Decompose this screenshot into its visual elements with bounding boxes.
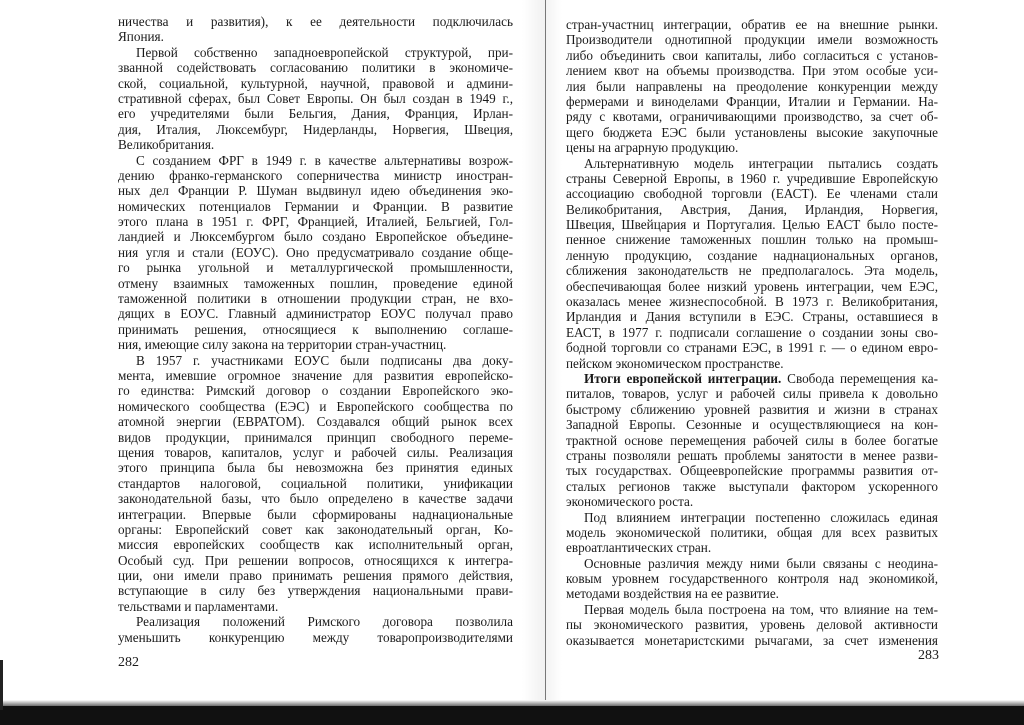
line-text: трактной основе перемещения рабочей силы в более богатые <box>566 432 938 448</box>
line-text: В 1957 г. участниками ЕОУС были подписаны два доку- <box>136 352 513 368</box>
text-line <box>118 122 513 137</box>
text-line <box>566 279 938 294</box>
text-line <box>118 322 513 337</box>
text-line <box>566 125 938 140</box>
text-line <box>118 199 513 214</box>
line-text: лия были направлены на преодоление конкуренции между <box>566 78 938 94</box>
text-line <box>118 229 513 244</box>
text-line <box>566 571 938 586</box>
line-text: Производители однотипной продукции имели возможность <box>566 32 938 48</box>
text-line <box>118 245 513 260</box>
text-line <box>566 479 938 494</box>
paragraph <box>118 153 513 353</box>
text-line <box>566 156 938 171</box>
line-text: дящих в ЕОУС. Главный администратор ЕОУС получал право <box>118 306 513 322</box>
line-text: методами воздействия на ее развитие. <box>566 586 779 602</box>
paragraph <box>118 353 513 615</box>
line-text: евроатлантических стран. <box>566 540 712 556</box>
text-line <box>118 291 513 306</box>
text-line <box>118 476 513 491</box>
paragraph <box>566 510 938 556</box>
line-text: вступающие в силу без утверждения национальными прави- <box>118 583 513 599</box>
text-line <box>566 171 938 186</box>
book-gutter-shadow <box>522 0 562 705</box>
text-line <box>566 17 938 32</box>
line-text: этого плана в 1951 г. ФРГ, Францией, Италией, Бельгией, Гол- <box>118 214 513 230</box>
text-line <box>118 399 513 414</box>
text-line <box>118 214 513 229</box>
left-page-text <box>118 14 513 645</box>
text-line <box>118 507 513 522</box>
text-line <box>118 414 513 429</box>
line-text: Западной Европы. Сезонные и осуществляющиеся на кон- <box>566 417 938 433</box>
line-text: питалов, товаров, услуг и рабочей силы привела к довольно <box>566 386 938 402</box>
scan-left-edge <box>0 660 3 710</box>
paragraph <box>118 614 513 645</box>
text-line <box>566 309 938 324</box>
line-text: ничества и развития), к ее деятельности подключилась <box>118 14 513 29</box>
line-text: Швеция, Швейцария и Португалия. Целью ЕАСТ было посте- <box>566 217 938 233</box>
text-line <box>118 430 513 445</box>
text-line <box>118 630 513 645</box>
text-line <box>566 556 938 571</box>
text-line <box>566 140 938 155</box>
text-line <box>566 294 938 309</box>
text-line <box>118 383 513 398</box>
page-number-right: 283 <box>918 648 939 663</box>
line-text: С созданием ФРГ в 1949 г. в качестве альтернативы возрож- <box>136 152 513 168</box>
paragraph <box>566 556 938 602</box>
text-line <box>566 433 938 448</box>
text-line <box>566 463 938 478</box>
line-text: номических потенциалов Германии и Франции. В развитие <box>118 198 513 214</box>
text-line <box>566 448 938 463</box>
text-line <box>118 14 513 29</box>
line-text: пенное снижение таможенных пошлин только на промыш- <box>566 232 938 248</box>
line-text: номического сообщества (ЕЭС) и Европейского сообщества по <box>118 398 513 414</box>
paragraph <box>118 14 513 45</box>
text-line <box>118 491 513 506</box>
line-text: стран-участниц интеграции, обратив ее на внешние рынки. <box>566 17 938 32</box>
text-line <box>566 217 938 232</box>
line-text: щения товаров, капиталов, услуг и рабочей силы. Реализация <box>118 444 513 460</box>
paragraph <box>566 17 938 156</box>
line-text: оказывается монетаристскими рычагами, за счет изменения <box>566 632 938 648</box>
line-text: этого принципа была бы невозможна без принятия единых <box>118 460 513 476</box>
line-text: Первая модель была построена на том, что влияние на тем- <box>584 601 938 617</box>
text-line <box>566 232 938 247</box>
text-line <box>118 583 513 598</box>
text-line <box>566 586 938 601</box>
text-line <box>566 633 938 648</box>
text-line <box>118 537 513 552</box>
text-line <box>566 340 938 355</box>
line-text: пейском экономическом пространстве. <box>566 355 784 371</box>
text-line <box>566 386 938 401</box>
line-text: дия, Италия, Люксембург, Нидерланды, Норвегия, Швеция, <box>118 121 513 137</box>
line-text: органы: Европейский совет как законодательный орган, Ко- <box>118 521 513 537</box>
text-line <box>566 325 938 340</box>
text-line <box>118 91 513 106</box>
text-line <box>118 260 513 275</box>
text-line <box>118 614 513 629</box>
line-text: Ирландия и Дания вступили в ЕЭС. Страны, оставшиеся в <box>566 309 938 325</box>
line-text: видов продукции, принимался принцип свободного переме- <box>118 429 513 445</box>
line-text: таможенной политики в отношении продукции стран, не вхо- <box>118 291 513 307</box>
line-text: мента, имевшие огромное значение для развития европейско- <box>118 367 513 383</box>
text-line <box>566 186 938 201</box>
text-line <box>566 356 938 371</box>
line-text: ЕАСТ, в 1977 г. подписали соглашение о создании зоны сво- <box>566 324 938 340</box>
line-text: оказалась менее жизнеспособной. В 1973 г. Великобритания, <box>566 294 938 310</box>
line-text: ландией и Люксембургом было создано Европейское объедине- <box>118 229 513 245</box>
paragraph <box>566 371 938 510</box>
text-line <box>118 153 513 168</box>
line-text: принимать решения, относящиеся к выполнению соглаше- <box>118 321 513 337</box>
text-line <box>118 168 513 183</box>
paragraph <box>118 45 513 153</box>
line-text: щего бюджета ЕЭС были установлены высокие закупочные <box>566 124 938 140</box>
text-line <box>118 276 513 291</box>
scan-dark-border <box>0 706 1024 725</box>
line-text: ния угля и стали (ЕОУС). Оно предусматривало создание обще- <box>118 244 513 260</box>
line-text: уменьшить конкуренцию между товаропроизводителями <box>118 629 513 645</box>
text-line <box>118 460 513 475</box>
text-line <box>118 353 513 368</box>
line-text: пы экономического развития, уровень деловой активности <box>566 617 938 633</box>
line-text: бодной торговли со странами ЕЭС, в 1991 г. — о едином евро- <box>566 340 938 356</box>
text-line <box>566 540 938 555</box>
line-text: Япония. <box>118 29 164 45</box>
text-line <box>566 48 938 63</box>
line-text: тельствами и парламентами. <box>118 598 279 614</box>
line-text: сближения законодательств не предполагалось. Эта модель, <box>566 263 938 279</box>
line-text: миссия европейских сообществ как исполнительный орган, <box>118 537 513 553</box>
line-text: атомной энергии (ЕВРАТОМ). Создавался общий рынок всех <box>118 414 513 430</box>
text-line <box>118 183 513 198</box>
line-text: Альтернативную модель интеграции пытались создать <box>584 155 938 171</box>
line-text: сталых регионов также выступали фактором ускоренного <box>566 478 938 494</box>
line-text: отмену взаимных таможенных пошлин, проведение единой <box>118 275 513 291</box>
page-number-left: 282 <box>118 655 139 670</box>
line-text: ленную продукцию, создание наднациональных органов, <box>566 247 938 263</box>
line-text: го рынка угольной и металлургической промышленности, <box>118 260 513 276</box>
text-line <box>566 525 938 540</box>
line-text: стандартов налоговой, социальной политики, унификации <box>118 475 513 491</box>
line-text: тых государствах. Общеевропейские программы развития от- <box>566 463 938 479</box>
text-line <box>118 306 513 321</box>
book-gutter <box>545 0 546 705</box>
right-page-text <box>566 17 938 648</box>
line-text: ряду с квотами, ограничивающими производство, за счет об- <box>566 109 938 125</box>
text-line <box>566 109 938 124</box>
text-line <box>566 263 938 278</box>
text-line <box>566 202 938 217</box>
text-line <box>118 553 513 568</box>
text-line <box>118 45 513 60</box>
line-text: интеграции. Впервые были сформированы наднациональные <box>118 506 513 522</box>
text-line <box>566 510 938 525</box>
text-line <box>566 94 938 109</box>
text-line <box>566 32 938 47</box>
line-text: страны позволяли решать проблемы занятости в менее разви- <box>566 447 938 463</box>
line-text: званной содействовать согласованию политики в экономиче- <box>118 60 513 76</box>
line-text: цены на аграрную продукцию. <box>566 140 739 156</box>
line-text: быстрому сближению уровней развития и жизни в странах <box>566 401 938 417</box>
text-line <box>118 337 513 352</box>
line-text: модель экономической политики, общая для всех развитых <box>566 524 938 540</box>
line-text: законодательной базы, что было определено в качестве задачи <box>118 491 513 507</box>
text-line <box>118 76 513 91</box>
line-text: ковым уровнем государственного контроля над экономикой, <box>566 571 938 587</box>
text-line <box>566 402 938 417</box>
line-text: либо объединить свои капиталы, либо согласиться с установ- <box>566 47 938 63</box>
text-line <box>118 368 513 383</box>
line-text: ния, имеющие силу закона на территории стран-участниц. <box>118 337 447 353</box>
line-text: ассоциацию свободной торговли (ЕАСТ). Ее членами стали <box>566 186 938 202</box>
paragraph <box>566 602 938 648</box>
line-text: Под влиянием интеграции постепенно сложилась единая <box>584 509 938 525</box>
text-line <box>566 63 938 78</box>
line-text: обеспечивающая более низкий уровень интеграции, чем ЕЭС, <box>566 278 938 294</box>
line-text: стративной сферах, был Совет Европы. Он был создан в 1949 г., <box>118 90 513 106</box>
text-line <box>566 602 938 617</box>
text-line <box>566 79 938 94</box>
text-line <box>118 568 513 583</box>
text-line <box>118 599 513 614</box>
section-heading: Итоги европейской интеграции. <box>584 370 782 386</box>
line-text: страны Северной Европы, в 1960 г. учредившие Европейскую <box>566 170 938 186</box>
line-text: Великобритания, Австрия, Дания, Ирландия, Норвегия, <box>566 201 938 217</box>
line-text: Первой собственно западноевропейской структурой, при- <box>136 44 513 60</box>
text-line <box>566 371 938 386</box>
text-line <box>118 106 513 121</box>
line-text: Великобритания. <box>118 137 215 153</box>
line-text: Свобода перемещения ка- <box>781 370 938 386</box>
text-line <box>118 29 513 44</box>
text-line <box>118 445 513 460</box>
line-text: ции, они имели право принимать решения прямого действия, <box>118 568 513 584</box>
text-line <box>566 494 938 509</box>
line-text: Особый суд. При решении вопросов, относящихся к интегра- <box>118 552 513 568</box>
line-text: фермерами и виноделами Франции, Италии и Германии. На- <box>566 93 938 109</box>
line-text: Основные различия между ними были связаны с неодина- <box>584 555 938 571</box>
text-line <box>118 137 513 152</box>
text-line <box>118 522 513 537</box>
paragraph <box>566 156 938 371</box>
line-text: экономического роста. <box>566 494 694 510</box>
line-text: ской, социальной, культурной, научной, правовой и админи- <box>118 75 513 91</box>
text-line <box>566 617 938 632</box>
text-line <box>118 60 513 75</box>
text-line <box>566 417 938 432</box>
line-text: дению франко-германского соперничества министр иностран- <box>118 167 513 183</box>
text-line <box>566 248 938 263</box>
line-text: Реализация положений Римского договора позволила <box>136 614 513 630</box>
line-text: ных дел Франции Р. Шуман выдвинул идею объединения эко- <box>118 183 513 199</box>
line-text: его учредителями были Бельгия, Дания, Франция, Ирлан- <box>118 106 513 122</box>
line-text: лением квот на объемы производства. При этом особые уси- <box>566 63 938 79</box>
line-text: го единства: Римский договор о создании Европейского эко- <box>118 383 513 399</box>
